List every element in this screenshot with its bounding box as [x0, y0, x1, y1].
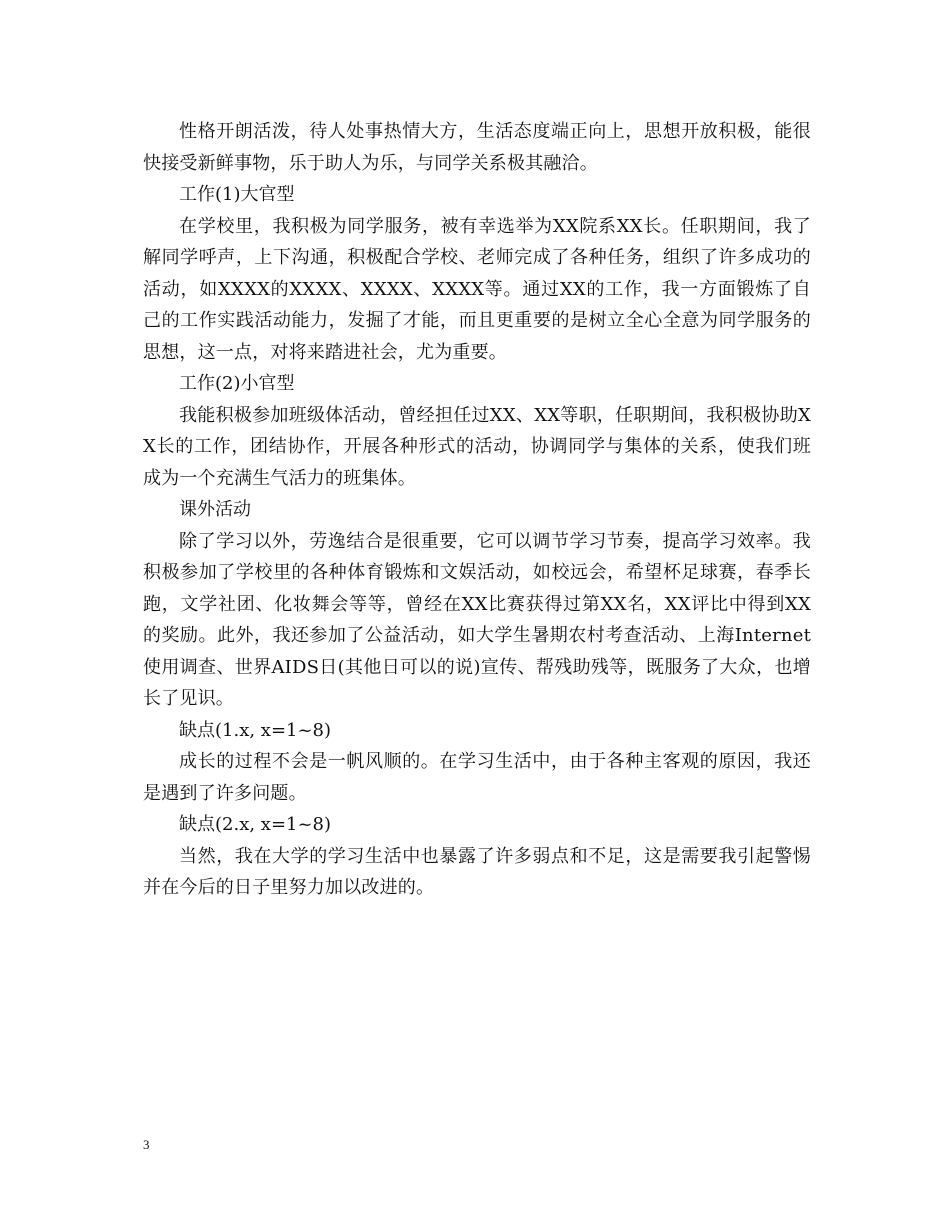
heading-weakness-2: 缺点(2.x, x=1~8)	[179, 814, 332, 835]
document-body	[143, 116, 811, 904]
paragraph-personality: 性格开朗活泼，待人处事热情大方，生活态度端正向上，思想开放积极，能很快接受新鲜事物，乐于助人为乐，与同学关系极其融洽。	[143, 121, 811, 174]
paragraph-extracurricular: 除了学习以外，劳逸结合是很重要，它可以调节学习节奏，提高学习效率。我积极参加了学校里的各种体育锻炼和文娱活动，如校远会，希望杯足球赛，春季长跑，文学社团、化妆舞会等等，曾经在XX比赛获得过第XX名，XX评比中得到XX的奖励。此外，我还参加了公益活动，如大学生暑期农村考查活动、上海Internet使用调查、世界AIDS日(其他日可以的说)宣传、帮残助残等，既服务了大众，也增长了见识。	[143, 530, 811, 709]
heading-weakness-1: 缺点(1.x, x=1~8)	[179, 719, 332, 741]
paragraph-weakness-2: 当然，我在大学的学习生活中也暴露了许多弱点和不足，这是需要我引起警惕并在今后的日子里努力加以改进的。	[143, 845, 811, 898]
page-number: 3	[143, 1137, 150, 1152]
heading-work-2: 工作(2)小官型	[179, 373, 295, 394]
paragraph-weakness-1: 成长的过程不会是一帆风顺的。在学习生活中，由于各种主客观的原因，我还是遇到了许多问题。	[143, 751, 811, 804]
paragraph-work-1: 在学校里，我积极为同学服务，被有幸选举为XX院系XX长。任职期间，我了解同学呼声，上下沟通，积极配合学校、老师完成了各种任务，组织了许多成功的活动，如XXXX的XXXX、XXXX、XXXX等。通过XX的工作，我一方面锻炼了自己的工作实践活动能力，发掘了才能，而且更重要的是树立全心全意为同学服务的思想，这一点，对将来踏进社会，尤为重要。	[143, 215, 811, 363]
heading-extracurricular: 课外活动	[179, 499, 251, 520]
paragraph-work-2: 我能积极参加班级体活动，曾经担任过XX、XX等职，任职期间，我积极协助XX长的工作，团结协作，开展各种形式的活动，协调同学与集体的关系，使我们班成为一个充满生气活力的班集体。	[143, 404, 811, 489]
heading-work-1: 工作(1)大官型	[179, 184, 295, 205]
